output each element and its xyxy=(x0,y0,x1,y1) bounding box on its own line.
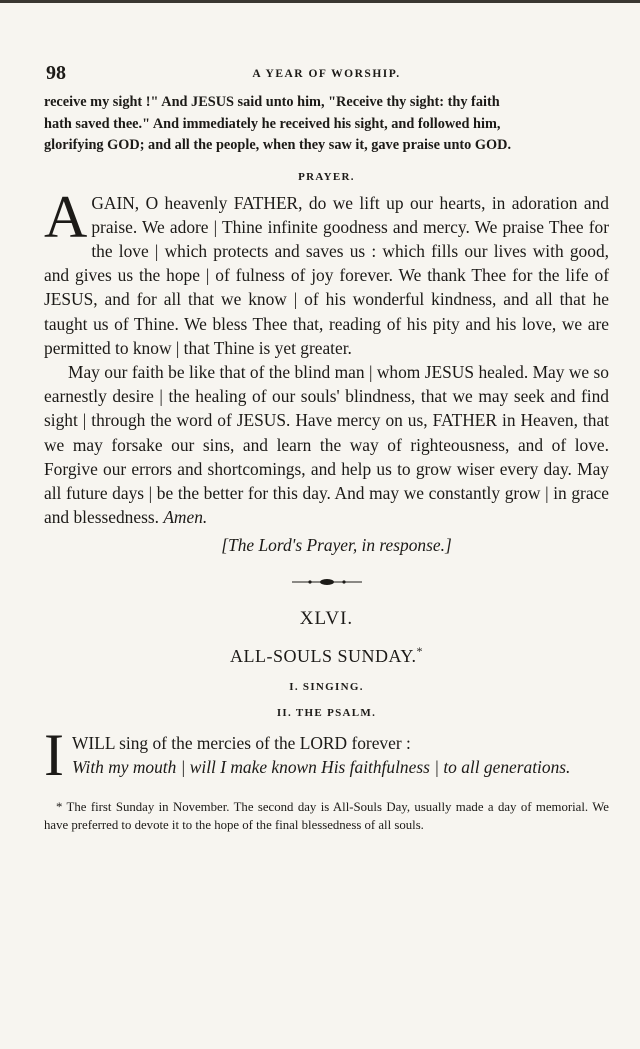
prayer-text xyxy=(44,183,609,530)
chapter-number: XLVI. xyxy=(299,608,354,630)
amen: Amen. xyxy=(163,507,208,528)
footnote-marker: * xyxy=(416,644,424,659)
chapter-title-text: ALL-SOULS SUNDAY. xyxy=(229,646,417,667)
page-top-border xyxy=(0,0,640,3)
singing-heading: I. SINGING. xyxy=(289,681,364,694)
prayer-heading: PRAYER. xyxy=(298,170,355,183)
chapter-title xyxy=(44,644,609,667)
page-number: 98 xyxy=(46,62,66,84)
psalm-heading: II. THE PSALM. xyxy=(276,707,377,720)
prayer-response: [The Lord's Prayer, in response.] xyxy=(221,535,452,556)
footnote-text: * The first Sunday in November. The second day is All-Souls Day, usually made a day of memorial. We have preferred to devote it to the hope of the final blessedness of all souls. xyxy=(44,800,609,832)
divider-ornament-icon xyxy=(292,578,362,586)
prayer-paragraph-2-text: May our faith be like that of the blind man | whom JESUS healed. May we so earnestly desire | the healing of our souls' blindness, that we may seek and find sight | through the word of JESUS. Have mercy on us, FATHER in Heaven, that we may forsake our sins, and learn the way of righteousness, and of love. Forgive our errors and shortcomings, and help us to grow wiser every day. May all future days | be the better for this day. And may we constantly grow | in grace and blessedness. xyxy=(44,361,609,528)
gospel-line-1: receive my sight !" And JESUS said unto him, "Receive thy sight: thy faith xyxy=(44,94,500,110)
prayer-paragraph-1-text: GAIN, O heavenly FATHER, do we lift up our hearts, in adoration and praise. We adore | Thine infinite goodness and mercy. We praise Thee for the love | which protects and saves us : which fills our lives with good, and gives us the hope | of fulness of joy forever. We thank Thee for the life of JESUS, and for all that we know | of his wonderful kindness, and all that he taught us of Thine. We bless Thee that, reading of his pity and his love, we are permitted to know | that Thine is yet greater. xyxy=(44,192,609,358)
psalm-verse xyxy=(44,722,609,789)
prayer-dropcap: A xyxy=(44,183,88,250)
prayer-paragraph-1 xyxy=(44,183,609,360)
gospel-reading-end xyxy=(44,92,609,157)
psalm-line-1: WILL sing of the mercies of the LORD forever : xyxy=(71,733,411,754)
psalm-dropcap: I xyxy=(44,722,64,789)
psalm-text xyxy=(44,722,609,789)
book-page xyxy=(44,62,609,834)
psalm-line-2: With my mouth | will I make known His faithfulness | to all generations. xyxy=(71,757,571,778)
gospel-line-2: hath saved thee." And immediately he received his sight, and followed him, xyxy=(44,115,501,132)
prayer-paragraph-2 xyxy=(44,360,609,529)
gospel-line-3: glorifying GOD; and all the people, when they saw it, gave praise unto GOD. xyxy=(44,137,512,153)
running-head: A YEAR OF WORSHIP. xyxy=(252,68,401,80)
footnote xyxy=(44,799,609,834)
page-header xyxy=(44,62,609,92)
